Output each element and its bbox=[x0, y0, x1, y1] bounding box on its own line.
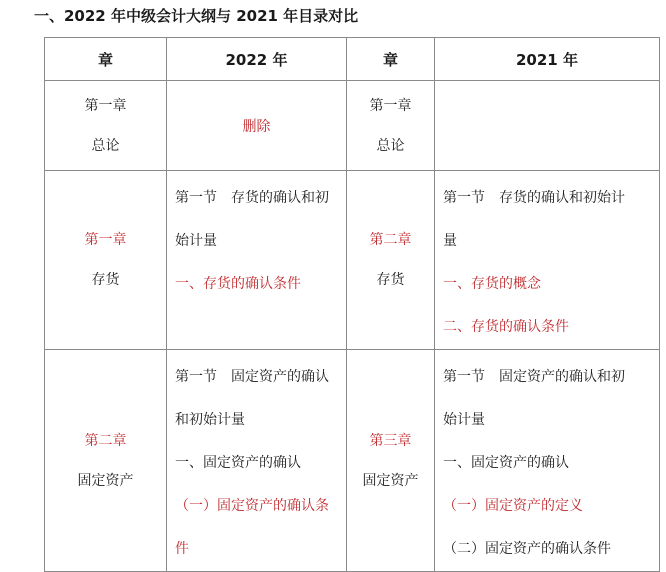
chapter-cell-2021 bbox=[347, 350, 435, 572]
content-line: 第一节 存货的确认和初 bbox=[175, 190, 329, 206]
content-line: （一）固定资产的定义 bbox=[443, 498, 583, 514]
table-row bbox=[45, 350, 660, 572]
content-line: （一）固定资产的确认条 bbox=[175, 498, 329, 514]
header-row bbox=[45, 38, 660, 81]
header-chapter-2022: 章 bbox=[45, 38, 167, 81]
chapter-name: 存货 bbox=[376, 272, 405, 288]
content-line: 一、固定资产的确认 bbox=[175, 455, 301, 471]
content-cell-2022 bbox=[167, 81, 347, 171]
content-line: 第一节 固定资产的确认 bbox=[175, 369, 329, 385]
content-line: 件 bbox=[175, 541, 189, 557]
content-cell-2021 bbox=[435, 171, 660, 350]
chapter-number: 第一章 bbox=[369, 97, 412, 114]
content-line: 始计量 bbox=[175, 233, 217, 249]
deleted-label: 删除 bbox=[242, 118, 271, 135]
content-cell-2022 bbox=[167, 171, 347, 350]
chapter-cell-2022 bbox=[45, 81, 167, 171]
chapter-cell-2022 bbox=[45, 171, 167, 350]
content-line: 一、存货的确认条件 bbox=[175, 276, 301, 292]
content-line: 量 bbox=[443, 233, 457, 249]
content-cell-2022 bbox=[167, 350, 347, 572]
chapter-name: 固定资产 bbox=[362, 472, 419, 489]
content-cell-2021 bbox=[435, 81, 660, 171]
content-line: （二）固定资产的确认条件 bbox=[443, 541, 611, 557]
document-title: 一、2022 年中级会计大纲与 2021 年目录对比 bbox=[34, 7, 359, 25]
chapter-number: 第二章 bbox=[369, 232, 412, 248]
content-line: 和初始计量 bbox=[175, 412, 245, 428]
comparison-table bbox=[44, 37, 660, 572]
content-line: 始计量 bbox=[443, 412, 485, 428]
content-line: 第一节 固定资产的确认和初 bbox=[443, 369, 625, 385]
content-line: 一、存货的概念 bbox=[443, 276, 541, 292]
chapter-number: 第三章 bbox=[369, 432, 412, 449]
chapter-name: 存货 bbox=[91, 272, 120, 288]
chapter-number: 第一章 bbox=[84, 97, 127, 114]
content-line: 二、存货的确认条件 bbox=[443, 319, 569, 335]
chapter-number: 第二章 bbox=[84, 432, 127, 449]
chapter-name: 总论 bbox=[376, 137, 405, 154]
content-line: 第一节 存货的确认和初始计 bbox=[443, 190, 625, 206]
content-cell-2021 bbox=[435, 350, 660, 572]
header-year-2022: 2022 年 bbox=[167, 38, 347, 81]
chapter-number: 第一章 bbox=[84, 232, 127, 248]
chapter-cell-2021 bbox=[347, 81, 435, 171]
header-chapter-2021: 章 bbox=[347, 38, 435, 81]
table-row bbox=[45, 171, 660, 350]
content-line: 一、固定资产的确认 bbox=[443, 455, 569, 471]
chapter-name: 总论 bbox=[91, 137, 120, 154]
header-year-2021: 2021 年 bbox=[435, 38, 660, 81]
chapter-name: 固定资产 bbox=[77, 472, 134, 489]
chapter-cell-2022 bbox=[45, 350, 167, 572]
chapter-cell-2021 bbox=[347, 171, 435, 350]
table-row bbox=[45, 81, 660, 171]
